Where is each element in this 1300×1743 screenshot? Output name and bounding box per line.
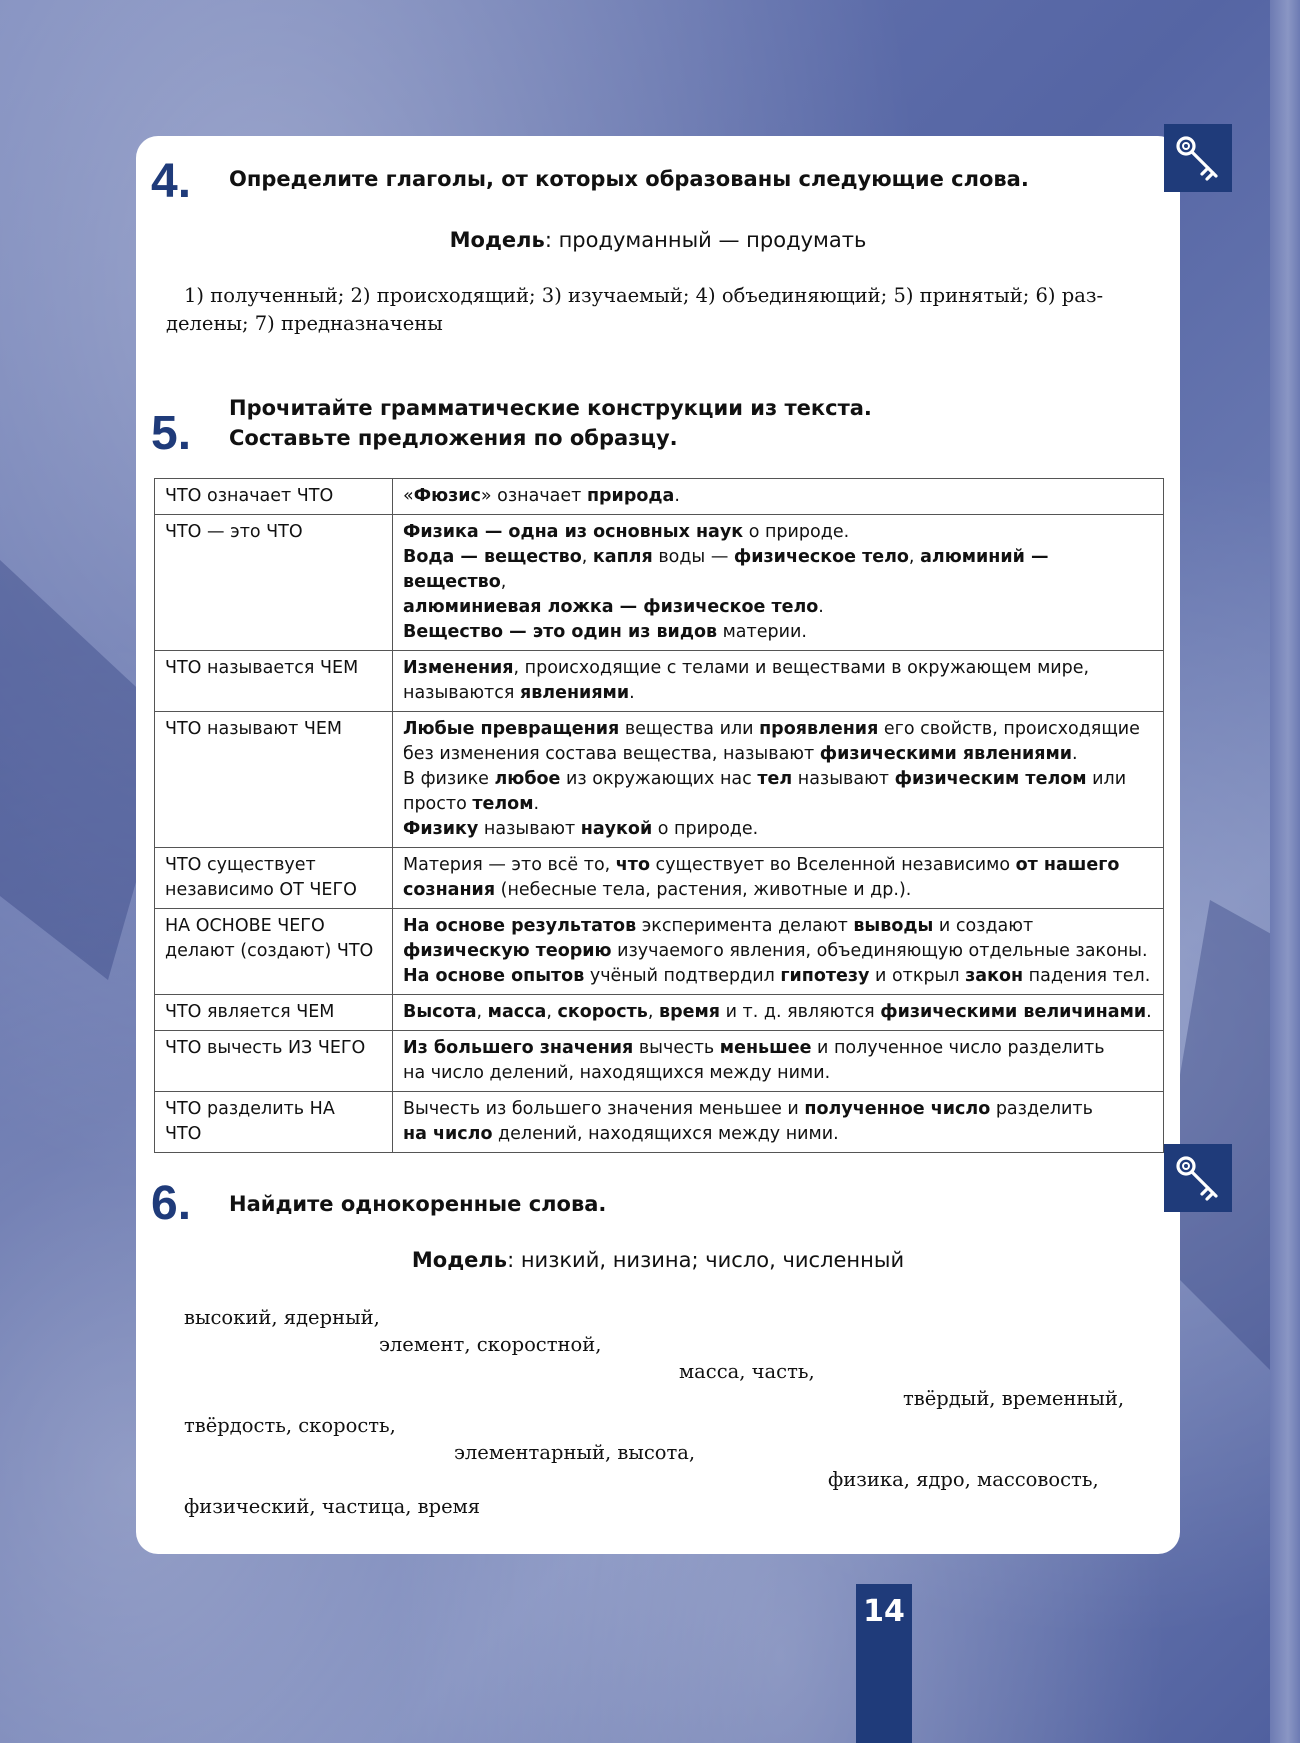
example-line [403, 1036, 1153, 1061]
example-keyword: физическое тело [733, 547, 909, 567]
example-line [403, 767, 1153, 792]
example-keyword: от нашего [1015, 855, 1120, 875]
construction-example [393, 909, 1164, 995]
page-number: 14 [863, 1594, 905, 1629]
example-line [403, 878, 1153, 903]
task-4-number: 4. [151, 155, 192, 208]
example-keyword: гипотезу [780, 966, 870, 986]
example-line [403, 964, 1153, 989]
pattern-line: делают (создают) ЧТО [165, 941, 374, 961]
example-text: . [818, 597, 824, 617]
construction-example [393, 848, 1164, 909]
example-text: , [647, 1002, 660, 1022]
example-keyword: любое [494, 769, 561, 789]
page-number-tab [856, 1584, 912, 1743]
example-text: (небесные тела, растения, животные и др.). [495, 880, 912, 900]
pattern-line: ЧТО означает ЧТО [165, 486, 334, 506]
pattern-line: НА ОСНОВЕ ЧЕГО [165, 916, 325, 936]
example-line [403, 484, 1153, 509]
example-text: , происходящие с телами и веществами в окружающем мире, [513, 658, 1090, 678]
example-keyword: закон [965, 966, 1024, 986]
construction-example [393, 995, 1164, 1031]
example-keyword: наукой [580, 819, 653, 839]
example-keyword: капля [592, 547, 653, 567]
example-text: разделить [990, 1099, 1093, 1119]
example-keyword: Физика — одна из основных наук [403, 522, 744, 542]
example-keyword: Высота [403, 1002, 477, 1022]
example-text: о природе. [743, 522, 850, 542]
task-6-word-group: твёрдый, временный, [903, 1387, 1125, 1410]
example-keyword: явлениями [519, 683, 630, 703]
example-keyword: проявления [759, 719, 879, 739]
example-keyword: алюминиевая ложка — физическое тело [403, 597, 819, 617]
grammar-row [155, 515, 1164, 651]
construction-pattern [155, 909, 393, 995]
example-line [403, 1061, 1153, 1086]
example-line [403, 939, 1153, 964]
example-text: вычесть [633, 1038, 720, 1058]
example-keyword: Вода — вещество [403, 547, 582, 567]
example-line [403, 656, 1153, 681]
task-4-words-line-1: 1) полученный; 2) происходящий; 3) изучаемый; 4) объединяющий; 5) принятый; 6) раз- [184, 284, 1104, 307]
example-keyword: что [615, 855, 650, 875]
example-text: материи. [717, 622, 807, 642]
example-text: и открыл [869, 966, 966, 986]
example-text: существует во Вселенной независимо [649, 855, 1016, 875]
construction-example [393, 515, 1164, 651]
key-tab-bottom[interactable] [1164, 1144, 1232, 1212]
construction-example [393, 1092, 1164, 1153]
example-text: и полученное число разделить [811, 1038, 1105, 1058]
example-text: вещества или [619, 719, 760, 739]
construction-pattern [155, 712, 393, 848]
task-6-model [136, 1248, 1180, 1272]
example-text: В физике [403, 769, 495, 789]
task-4-model [136, 228, 1180, 252]
grammar-row [155, 909, 1164, 995]
example-text: и создают [933, 916, 1034, 936]
example-text: называют [478, 819, 581, 839]
construction-pattern [155, 1092, 393, 1153]
key-icon [1172, 1152, 1224, 1204]
example-keyword: масса [487, 1002, 547, 1022]
example-keyword: Вещество — это один из видов [403, 622, 718, 642]
example-text: воды — [652, 547, 734, 567]
task-5-title-line-2: Составьте предложения по образцу. [229, 426, 678, 450]
example-text: Вычесть из большего значения меньшее и [403, 1099, 805, 1119]
example-keyword: Любые превращения [403, 719, 620, 739]
example-text: , [546, 1002, 558, 1022]
construction-pattern [155, 651, 393, 712]
example-line [403, 1122, 1153, 1147]
example-keyword: физическими величинами [880, 1002, 1147, 1022]
example-keyword: На основе опытов [403, 966, 585, 986]
construction-example [393, 1031, 1164, 1092]
task-4-words-line-2: делены; 7) предназначены [166, 312, 443, 335]
grammar-row [155, 479, 1164, 515]
example-keyword: меньшее [719, 1038, 812, 1058]
example-text: . [674, 486, 680, 506]
task-5-number: 5. [151, 407, 192, 460]
pattern-line: ЧТО — это ЧТО [165, 522, 303, 542]
task-4-title: Определите глаголы, от которых образованы следующие слова. [229, 167, 1029, 191]
example-text: , [476, 1002, 488, 1022]
example-text: изучаемого явления, объединяющую отдельные законы. [611, 941, 1148, 961]
key-icon [1172, 132, 1224, 184]
example-keyword: время [659, 1002, 721, 1022]
example-text: называют [792, 769, 895, 789]
example-line [403, 853, 1153, 878]
example-keyword: физическую теорию [403, 941, 612, 961]
grammar-row [155, 995, 1164, 1031]
example-text: без изменения состава вещества, называют [403, 744, 820, 764]
example-text: из окружающих нас [560, 769, 758, 789]
example-text: . [533, 794, 540, 814]
example-text: « [403, 486, 414, 506]
example-line [403, 545, 1153, 595]
grammar-table [154, 478, 1164, 1153]
construction-pattern [155, 1031, 393, 1092]
example-keyword: Физику [403, 819, 479, 839]
model-example: : низкий, низина; число, численный [507, 1248, 905, 1272]
example-line [403, 595, 1153, 620]
example-text: » означает [480, 486, 587, 506]
grammar-row [155, 848, 1164, 909]
example-text: , [500, 572, 507, 592]
grammar-table-body [155, 479, 1164, 1153]
task-6-word-group: элементарный, высота, [454, 1441, 696, 1464]
example-text: . [629, 683, 635, 703]
construction-example [393, 479, 1164, 515]
model-label: Модель [411, 1248, 508, 1272]
example-keyword: скорость [557, 1002, 648, 1022]
example-keyword: Изменения [403, 658, 514, 678]
example-keyword: физическим телом [894, 769, 1087, 789]
construction-pattern [155, 515, 393, 651]
example-text: учёный подтвердил [584, 966, 781, 986]
task-5-title-line-1: Прочитайте грамматические конструкции из текста. [229, 396, 872, 420]
task-6-word-group: твёрдость, скорость, [184, 1414, 396, 1437]
example-text: просто [403, 794, 473, 814]
example-keyword: на число [403, 1124, 493, 1144]
pattern-line: ЧТО называют ЧЕМ [165, 719, 342, 739]
example-text: . [1072, 744, 1078, 764]
grammar-row [155, 1031, 1164, 1092]
example-text: , [908, 547, 921, 567]
grammar-row [155, 1092, 1164, 1153]
construction-example [393, 651, 1164, 712]
example-line [403, 717, 1153, 742]
example-line [403, 914, 1153, 939]
pattern-line: ЧТО называется ЧЕМ [165, 658, 359, 678]
example-keyword: физическими явлениями [819, 744, 1073, 764]
model-example: : продуманный — продумать [544, 228, 867, 252]
example-text: , [581, 547, 593, 567]
example-keyword: Фюзис [413, 486, 481, 506]
example-line [403, 817, 1153, 842]
example-text: падения тел. [1023, 966, 1151, 986]
example-keyword: алюминий — вещество [403, 547, 1049, 592]
grammar-row [155, 651, 1164, 712]
example-text: делений, находящихся между ними. [492, 1124, 839, 1144]
example-text: называются [403, 683, 520, 703]
example-keyword: выводы [853, 916, 934, 936]
construction-pattern [155, 479, 393, 515]
example-keyword: полученное число [804, 1099, 991, 1119]
example-text: его свойств, происходящие [878, 719, 1140, 739]
pattern-line: ЧТО вычесть ИЗ ЧЕГО [165, 1038, 366, 1058]
task-6-number: 6. [151, 1177, 192, 1230]
example-text: эксперимента делают [636, 916, 854, 936]
key-tab-top[interactable] [1164, 124, 1232, 192]
example-keyword: На основе результатов [403, 916, 637, 936]
pattern-line: ЧТО является ЧЕМ [165, 1002, 335, 1022]
construction-pattern [155, 848, 393, 909]
example-keyword: сознания [403, 880, 496, 900]
example-line [403, 1000, 1153, 1025]
page-edge-stripe [1270, 0, 1300, 1743]
pattern-line: ЧТО существует [165, 855, 316, 875]
example-line [403, 742, 1153, 767]
example-keyword: Из большего значения [403, 1038, 634, 1058]
example-line [403, 1097, 1153, 1122]
construction-pattern [155, 995, 393, 1031]
example-text: о природе. [652, 819, 759, 839]
task-6-word-group: физический, частица, время [184, 1495, 481, 1518]
pattern-line: независимо ОТ ЧЕГО [165, 880, 357, 900]
example-line [403, 681, 1153, 706]
example-keyword: телом [472, 794, 534, 814]
example-text: или [1086, 769, 1127, 789]
pattern-line: ЧТО разделить НА [165, 1099, 335, 1119]
example-text: . [1146, 1002, 1152, 1022]
example-text: на число делений, находящихся между ними. [403, 1063, 831, 1083]
example-text: и т. д. являются [720, 1002, 881, 1022]
task-6-word-group: элемент, скоростной, [379, 1333, 602, 1356]
example-line [403, 520, 1153, 545]
grammar-row [155, 712, 1164, 848]
model-label: Модель [449, 228, 545, 252]
task-6-word-group: физика, ядро, массовость, [828, 1468, 1099, 1491]
example-keyword: тел [757, 769, 793, 789]
pattern-line: ЧТО [165, 1124, 202, 1144]
construction-example [393, 712, 1164, 848]
example-line [403, 792, 1153, 817]
task-6-word-group: масса, часть, [679, 1360, 815, 1383]
example-text: Материя — это всё то, [403, 855, 616, 875]
task-6-word-group: высокий, ядерный, [184, 1306, 380, 1329]
example-keyword: природа [586, 486, 675, 506]
example-line [403, 620, 1153, 645]
task-6-title: Найдите однокоренные слова. [229, 1192, 607, 1216]
